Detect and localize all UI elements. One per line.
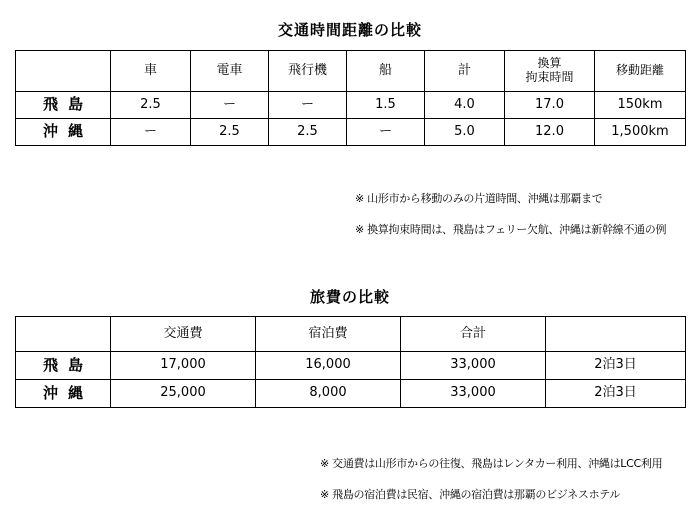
header-lodging-cost: 宿泊費 xyxy=(256,317,401,352)
table-cell: ー xyxy=(111,119,191,146)
table-cell: 2泊3日 xyxy=(546,380,686,408)
table-row xyxy=(16,352,686,380)
travel-cost-title: 旅費の比較 xyxy=(309,288,390,306)
header-ship: 船 xyxy=(347,51,425,92)
table-cell: ー xyxy=(347,119,425,146)
table-cell: 150km xyxy=(595,92,686,119)
table-cell: 4.0 xyxy=(425,92,505,119)
table-header-row xyxy=(16,51,686,92)
table-cell: 33,000 xyxy=(401,380,546,408)
table-cell: ー xyxy=(191,92,269,119)
footnote: ※ 山形市から移動のみの片道時間、沖縄は那覇まで xyxy=(355,192,603,205)
header-train: 電車 xyxy=(191,51,269,92)
table-cell: 2泊3日 xyxy=(546,352,686,380)
table-cell: 8,000 xyxy=(256,380,401,408)
header-car: 車 xyxy=(111,51,191,92)
table-cell: ー xyxy=(269,92,347,119)
footnote: ※ 交通費は山形市からの往復、飛島はレンタカー利用、沖縄はLCC利用 xyxy=(320,457,663,470)
header-blank xyxy=(546,317,686,352)
table-cell: 2.5 xyxy=(191,119,269,146)
table-cell: 2.5 xyxy=(111,92,191,119)
table-cell: 1,500km xyxy=(595,119,686,146)
table-cell: 5.0 xyxy=(425,119,505,146)
table-cell: 1.5 xyxy=(347,92,425,119)
corner-cell xyxy=(16,317,111,352)
row-label: 飛島 xyxy=(16,352,111,380)
footnote: ※ 換算拘束時間は、飛島はフェリー欠航、沖縄は新幹線不通の例 xyxy=(355,223,667,236)
row-label: 飛島 xyxy=(16,92,111,119)
header-converted-time: 換算 拘束時間 xyxy=(505,51,595,92)
table-cell: 2.5 xyxy=(269,119,347,146)
table-cell: 33,000 xyxy=(401,352,546,380)
footnote: ※ 飛島の宿泊費は民宿、沖縄の宿泊費は那覇のビジネスホテル xyxy=(320,488,621,501)
table-row xyxy=(16,380,686,408)
table-row xyxy=(16,92,686,119)
travel-cost-table xyxy=(15,316,686,408)
corner-cell xyxy=(16,51,111,92)
table-row xyxy=(16,119,686,146)
row-label: 沖縄 xyxy=(16,119,111,146)
table-cell: 25,000 xyxy=(111,380,256,408)
header-transport-cost: 交通費 xyxy=(111,317,256,352)
row-label: 沖縄 xyxy=(16,380,111,408)
table-cell: 17.0 xyxy=(505,92,595,119)
table-cell: 17,000 xyxy=(111,352,256,380)
table-cell: 16,000 xyxy=(256,352,401,380)
header-total: 合計 xyxy=(401,317,546,352)
table-header-row xyxy=(16,317,686,352)
header-airplane: 飛行機 xyxy=(269,51,347,92)
travel-time-distance-title: 交通時間距離の比較 xyxy=(277,21,422,39)
header-distance: 移動距離 xyxy=(595,51,686,92)
header-total: 計 xyxy=(425,51,505,92)
table-cell: 12.0 xyxy=(505,119,595,146)
travel-time-distance-table xyxy=(15,50,686,146)
